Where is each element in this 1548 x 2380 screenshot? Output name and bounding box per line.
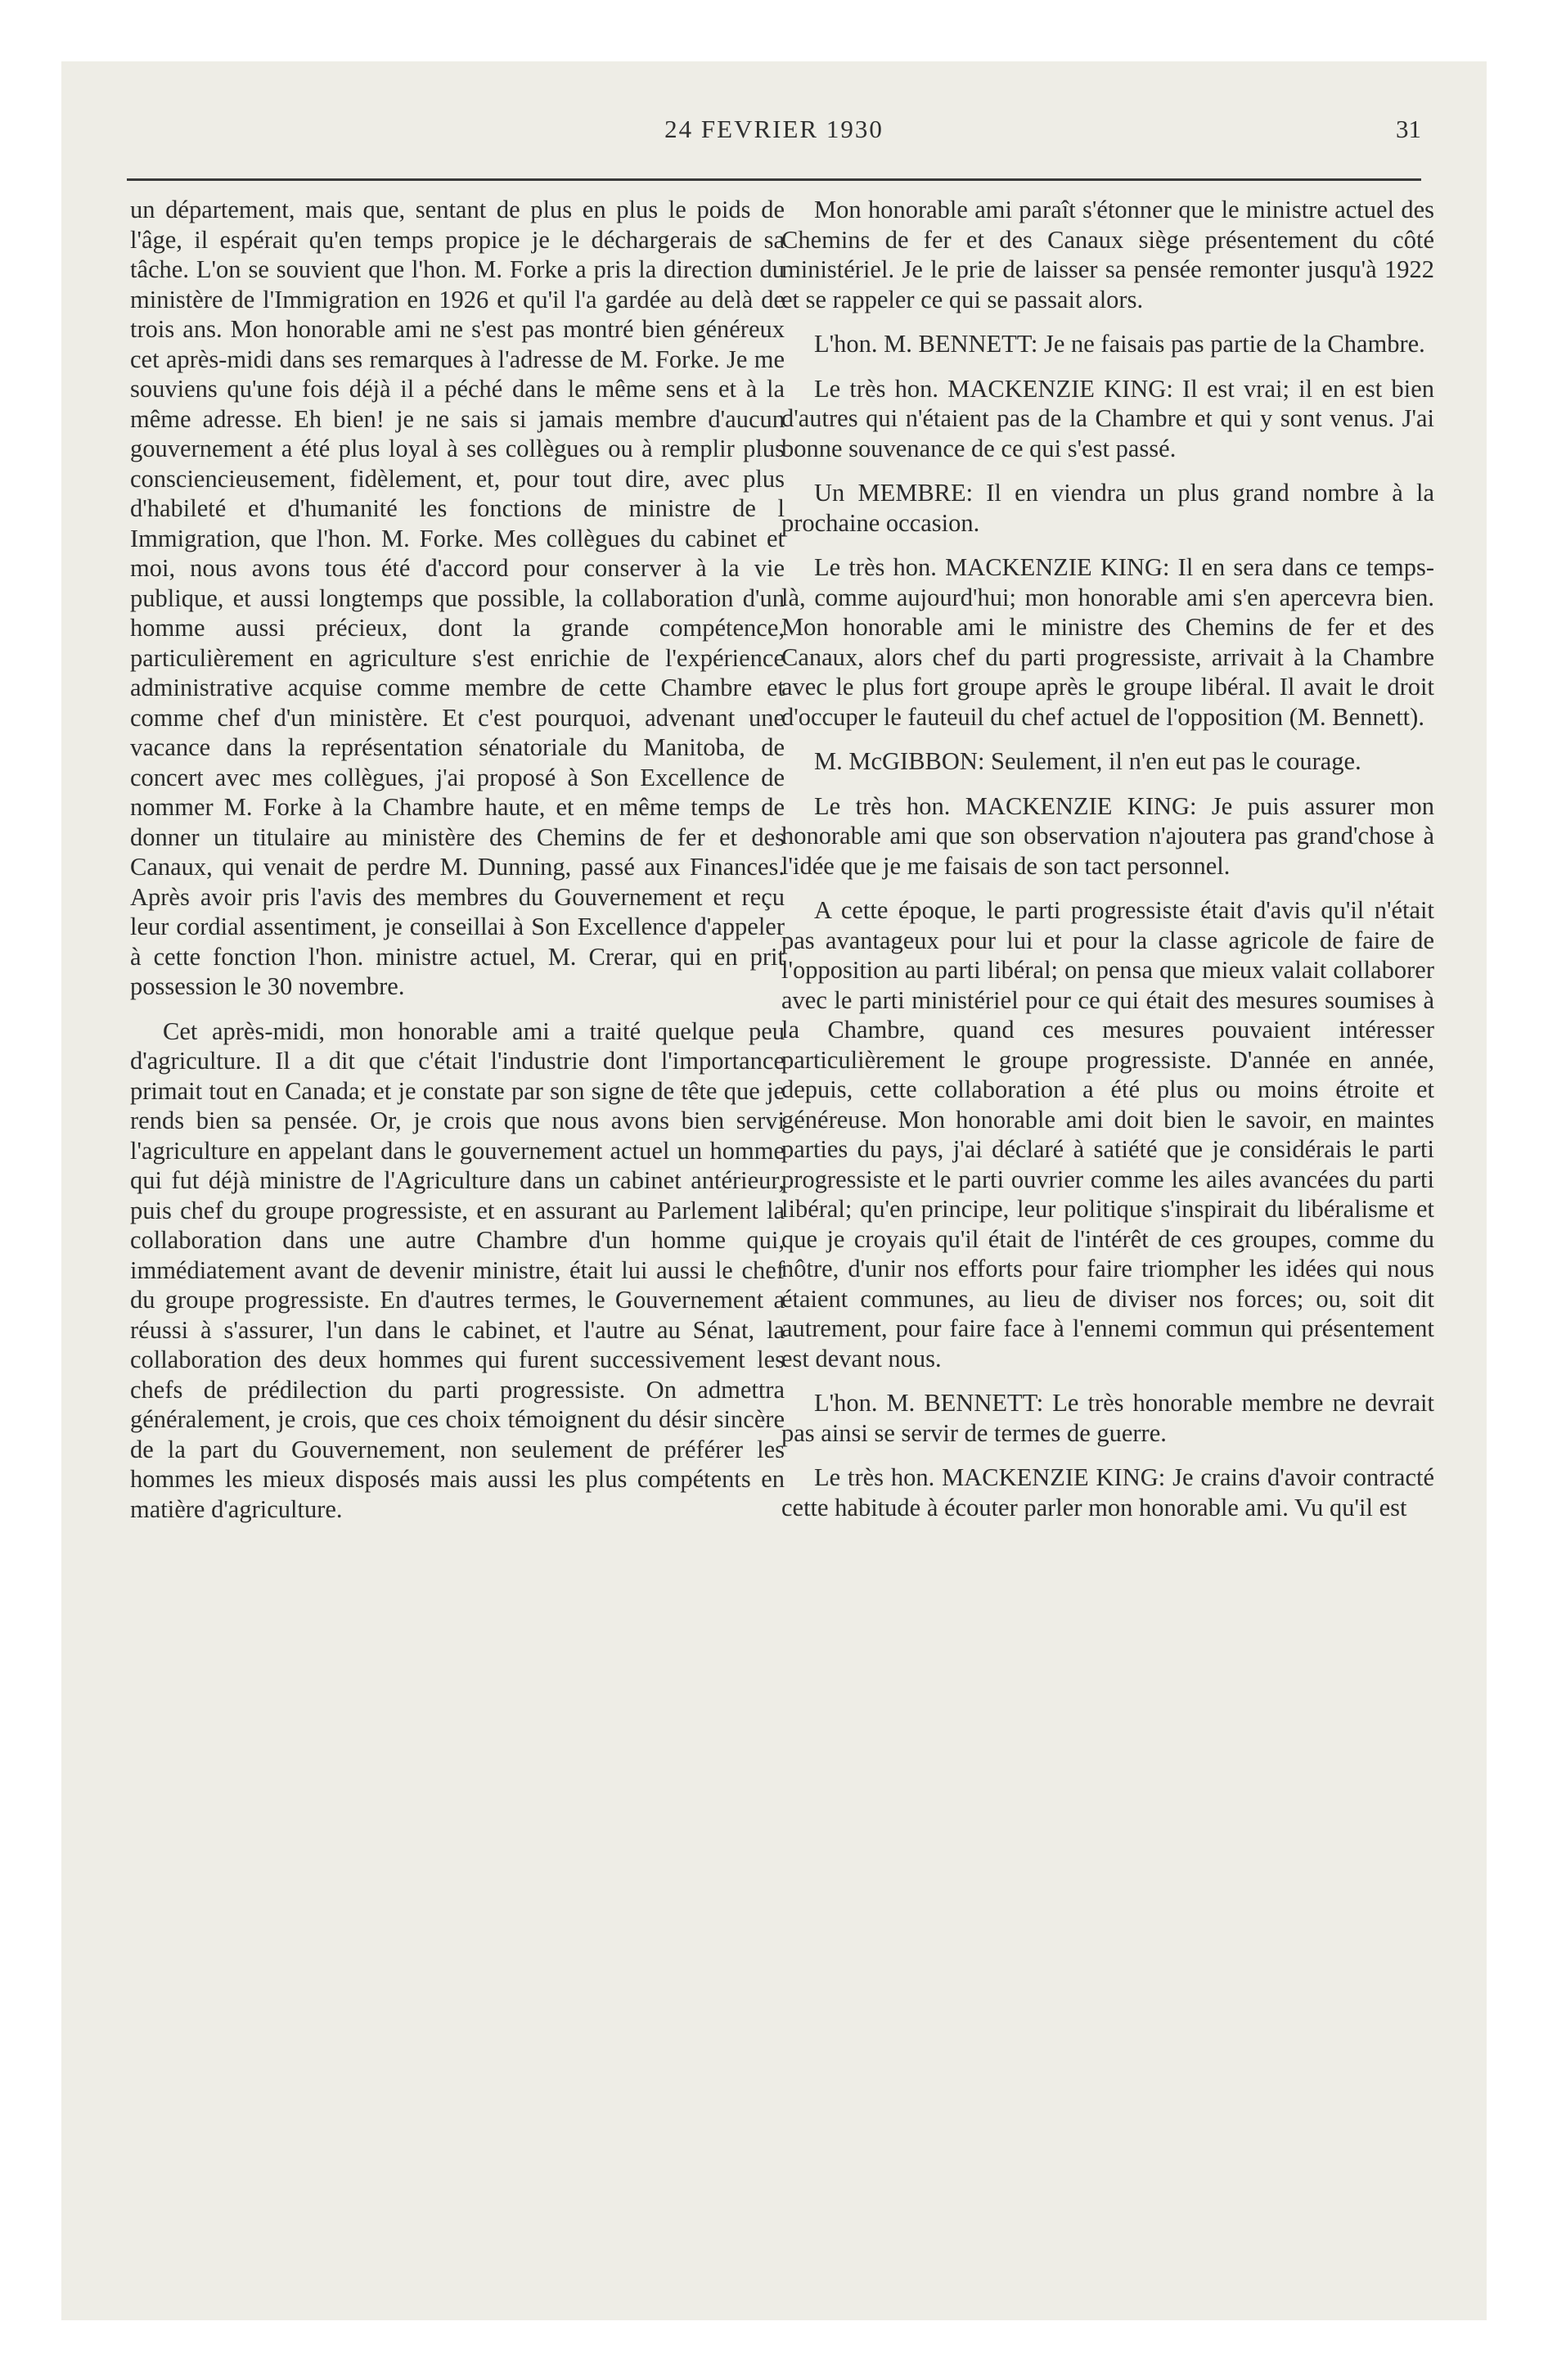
- page-number: 31: [1396, 115, 1421, 143]
- right-paragraph-4: Un MEMBRE: Il en viendra un plus grand nombre à la prochaine occasion.: [781, 479, 1434, 537]
- left-paragraph-2: Cet après-midi, mon honorable ami a traité quelque peu d'agriculture. Il a dit que c'était l'industrie dont l'importance primait tout en Canada; et je constate par son signe de tête que je rends bien sa pensée. Or, je crois que nous avons bien servi l'agriculture en appelant dans le gouvernement actuel un homme qui fut déjà ministre de l'Agriculture dans un cabinet antérieur, puis chef du groupe progressiste, et en assurant au Parlement la collaboration dans une autre Chambre d'un homme qui, immédiatement avant de devenir ministre, était lui aussi le chef du groupe progressiste. En d'autres termes, le Gouvernement a réussi à s'assurer, l'un dans le cabinet, et l'autre au Sénat, la collaboration des deux hommes qui furent successivement les chefs de prédilection du parti progressiste. On admettra généralement, je crois, que ces choix témoignent du désir sincère de la part du Gouvernement, non seulement de préférer les hommes les mieux disposés mais aussi les plus compétents en matière d'agriculture.: [130, 1016, 785, 1523]
- right-paragraph-6: M. McGIBBON: Seulement, il n'en eut pas le courage.: [814, 747, 1361, 775]
- right-paragraph-7: Le très hon. MACKENZIE KING: Je puis assurer mon honorable ami que son observation n'ajoutera pas grand'chose à l'idée que je me faisais de son tact personnel.: [781, 791, 1434, 880]
- right-paragraph-8: A cette époque, le parti progressiste était d'avis qu'il n'était pas avantageux pour lui et pour la classe agricole de faire de l'opposition au parti libéral; on pensa que mieux valait collaborer avec le parti ministériel pour ce qui était des mesures soumises à la Chambre, quand ces mesures pouvaient intéresser particulièrement le groupe progressiste. D'année en année, depuis, cette collaboration a été plus ou moins étroite et généreuse. Mon honorable ami doit bien le savoir, en maintes parties du pays, j'ai déclaré à satiété que je considérais le parti progressiste et le parti ouvrier comme les ailes avancées du parti libéral; qu'en principe, leur politique s'inspirait du libéralisme et que je croyais qu'il était de l'intérêt de ces groupes, comme du nôtre, d'unir nos efforts pour faire triompher les idées qui nous étaient communes, au lieu de diviser nos forces; ou, soit dit autrement, pour faire face à l'ennemi commun qui présentement est devant nous.: [781, 896, 1434, 1373]
- right-paragraph-5: Le très hon. MACKENZIE KING: Il en sera dans ce temps-là, comme aujourd'hui; mon honorable ami s'en apercevra bien. Mon honorable ami le ministre des Chemins de fer et des Canaux, alors chef du parti progressiste, arrivait à la Chambre avec le plus fort groupe après le groupe libéral. Il avait le droit d'occuper le fauteuil du chef actuel de l'opposition (M. Bennett).: [781, 553, 1434, 731]
- right-paragraph-1: Mon honorable ami paraît s'étonner que le ministre actuel des Chemins de fer et des Canaux siège présentement du côté ministériel. Je le prie de laisser sa pensée remonter jusqu'à 1922 et se rappeler ce qui se passait alors.: [781, 196, 1434, 313]
- right-column: [781, 195, 1434, 1537]
- right-paragraph-3: Le très hon. MACKENZIE KING: Il est vrai; il en est bien d'autres qui n'étaient pas de la Chambre et qui y sont venus. J'ai bonne souvenance de ce qui s'est passé.: [781, 374, 1434, 462]
- page-header: [61, 115, 1487, 156]
- right-paragraph-9: L'hon. M. BENNETT: Le très honorable membre ne devrait pas ainsi se servir de termes de guerre.: [781, 1389, 1434, 1447]
- header-date: 24 FEVRIER 1930: [664, 115, 884, 143]
- left-paragraph-1: un département, mais que, sentant de plus en plus le poids de l'âge, il espérait qu'en temps propice je le déchargerais de sa tâche. L'on se souvient que l'hon. M. Forke a pris la direction du ministère de l'Immigration en 1926 et qu'il l'a gardée au delà de trois ans. Mon honorable ami ne s'est pas montré bien généreux cet après-midi dans ses remarques à l'adresse de M. Forke. Je me souviens qu'une fois déjà il a péché dans le même sens et à la même adresse. Eh bien! je ne sais si jamais membre d'aucun gouvernement a été plus loyal à ses collègues ou à remplir plus consciencieusement, fidèlement, et, pour tout dire, avec plus d'habileté et d'humanité les fonctions de ministre de l Immigration, que l'hon. M. Forke. Mes collègues du cabinet et moi, nous avons tous été d'accord pour conserver à la vie publique, et aussi longtemps que possible, la collaboration d'un homme aussi précieux, dont la grande compétence, particulièrement en agriculture s'est enrichie de l'expérience administrative acquise comme membre de cette Chambre et comme chef d'un ministère. Et c'est pourquoi, advenant une vacance dans la représentation sénatoriale du Manitoba, de concert avec mes collègues, j'ai proposé à Son Excellence de nommer M. Forke à la Chambre haute, et en même temps de donner un titulaire au ministère des Chemins de fer et des Canaux, qui venait de perdre M. Dunning, passé aux Finances. Après avoir pris l'avis des membres du Gouvernement et reçu leur cordial assentiment, je conseillai à Son Excellence d'appeler à cette fonction l'hon. ministre actuel, M. Crerar, qui en prit possession le 30 novembre.: [130, 196, 785, 1000]
- header-rule: [127, 178, 1421, 181]
- right-paragraph-10: Le très hon. MACKENZIE KING: Je crains d'avoir contracté cette habitude à écouter parler mon honorable ami. Vu qu'il est: [781, 1463, 1434, 1521]
- scanned-page: [61, 61, 1487, 2320]
- left-column: [130, 195, 785, 1539]
- right-paragraph-2: L'hon. M. BENNETT: Je ne faisais pas partie de la Chambre.: [814, 330, 1425, 358]
